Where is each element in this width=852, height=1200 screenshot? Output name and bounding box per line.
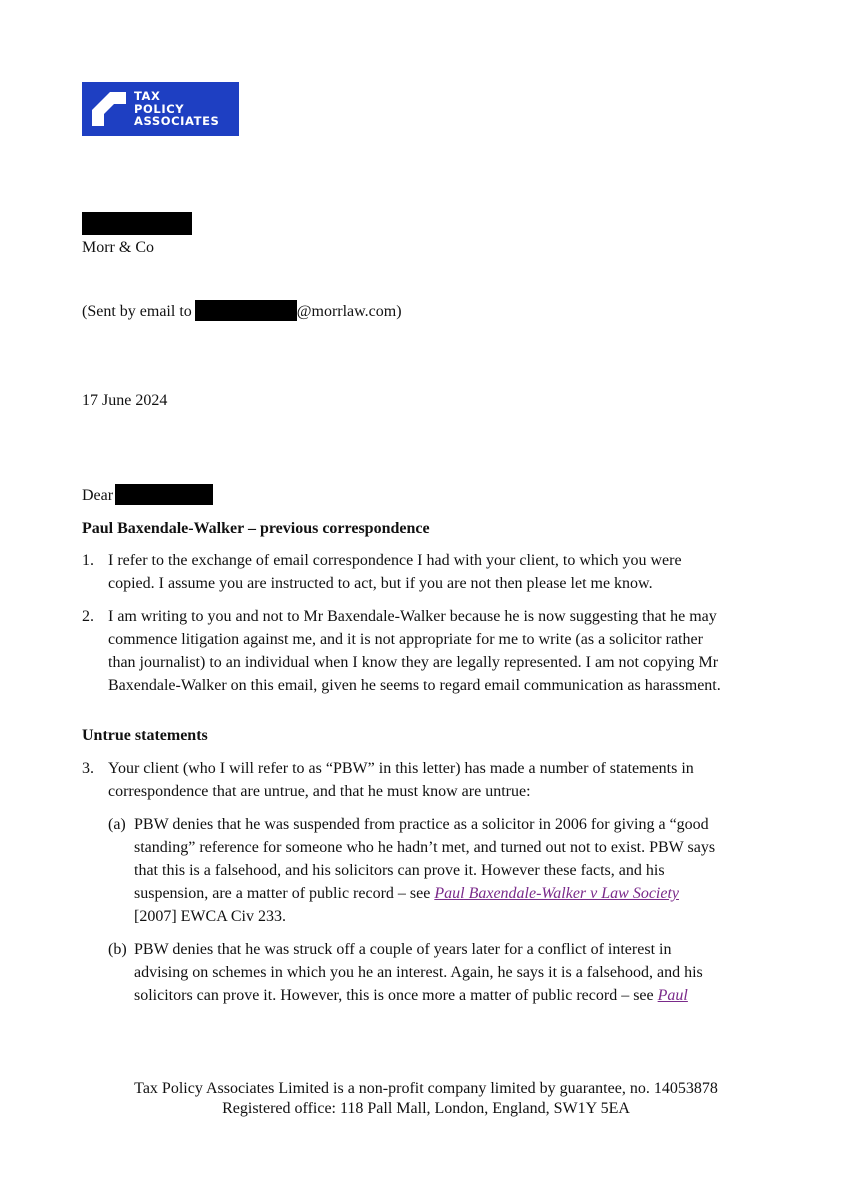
paragraph-line: [2007] EWCA Civ 233.	[134, 908, 286, 925]
paragraph-line: advising on schemes in which you he an interest. Again, he says it is a falsehood, and his	[134, 964, 703, 981]
subparagraph-b	[108, 938, 703, 1007]
subparagraph-label: (b)	[108, 941, 127, 958]
paragraph-line	[134, 882, 715, 905]
paragraph-2	[82, 605, 721, 697]
paragraph-3	[82, 757, 694, 803]
sent-by-email-line	[82, 300, 402, 323]
recipient-firm: Morr & Co	[82, 239, 154, 256]
paragraph-1	[82, 549, 682, 595]
paragraph-number: 1.	[82, 552, 94, 569]
paragraph-line: that this is a falsehood, and his solicitors can prove it. However these facts, and his	[134, 862, 665, 879]
subject-heading: Paul Baxendale-Walker – previous correspondence	[82, 520, 430, 537]
sent-by-suffix: @morrlaw.com)	[296, 303, 402, 320]
paragraph-line: Baxendale-Walker on this email, given he seems to regard email communication as harassment.	[108, 677, 721, 694]
sent-by-prefix: (Sent by email to	[82, 303, 192, 320]
paragraph-line: PBW denies that he was suspended from practice as a solicitor in 2006 for giving a “good	[134, 816, 709, 833]
logo-wordmark	[134, 90, 219, 128]
line-text: suspension, are a matter of public record – see	[134, 885, 435, 902]
logo-line-3: ASSOCIATES	[134, 114, 220, 128]
paragraph-line: correspondence that are untrue, and that he must know are untrue:	[108, 783, 531, 800]
paragraph-line	[134, 984, 703, 1007]
paragraph-line: commence litigation against me, and it is not appropriate for me to write (as a solicitor rather	[108, 631, 703, 648]
paragraph-line: copied. I assume you are instructed to act, but if you are not then please let me know.	[108, 575, 653, 592]
footer	[0, 1079, 852, 1119]
logo-mark-icon	[90, 90, 128, 128]
footer-line-1: Tax Policy Associates Limited is a non-profit company limited by guarantee, no. 14053878	[134, 1080, 718, 1097]
logo-line-2: POLICY	[134, 101, 185, 116]
paragraph-line: PBW denies that he was struck off a couple of years later for a conflict of interest in	[134, 941, 672, 958]
paragraph-number: 3.	[82, 760, 94, 777]
line-text: solicitors can prove it. However, this is once more a matter of public record – see	[134, 987, 658, 1004]
company-logo	[82, 82, 239, 136]
redacted-email-user	[195, 300, 297, 321]
paragraph-number: 2.	[82, 608, 94, 625]
salutation-line	[82, 484, 213, 507]
paragraph-line: than journalist) to an individual when I know they are legally represented. I am not copying Mr	[108, 654, 719, 671]
case-link-paul[interactable]: Paul	[657, 987, 688, 1004]
footer-line-2: Registered office: 118 Pall Mall, London, England, SW1Y 5EA	[222, 1100, 630, 1117]
section-heading: Untrue statements	[82, 727, 208, 744]
paragraph-line: standing” reference for someone who he hadn’t met, and turned out not to exist. PBW says	[134, 839, 716, 856]
subparagraph-a	[108, 813, 715, 928]
salutation: Dear	[82, 487, 114, 504]
redacted-salutation-name	[115, 484, 213, 505]
paragraph-line: Your client (who I will refer to as “PBW” in this letter) has made a number of statements in	[108, 760, 694, 777]
paragraph-line: I am writing to you and not to Mr Baxendale-Walker because he is now suggesting that he may	[108, 608, 717, 625]
redacted-recipient-name	[82, 212, 192, 235]
case-link-baxendale-walker-v-law-society[interactable]: Paul Baxendale-Walker v Law Society	[434, 885, 680, 902]
letter-date: 17 June 2024	[82, 392, 168, 409]
subparagraph-label: (a)	[108, 816, 126, 833]
logo-line-1: TAX	[134, 89, 161, 103]
paragraph-line: I refer to the exchange of email correspondence I had with your client, to which you were	[108, 552, 682, 569]
